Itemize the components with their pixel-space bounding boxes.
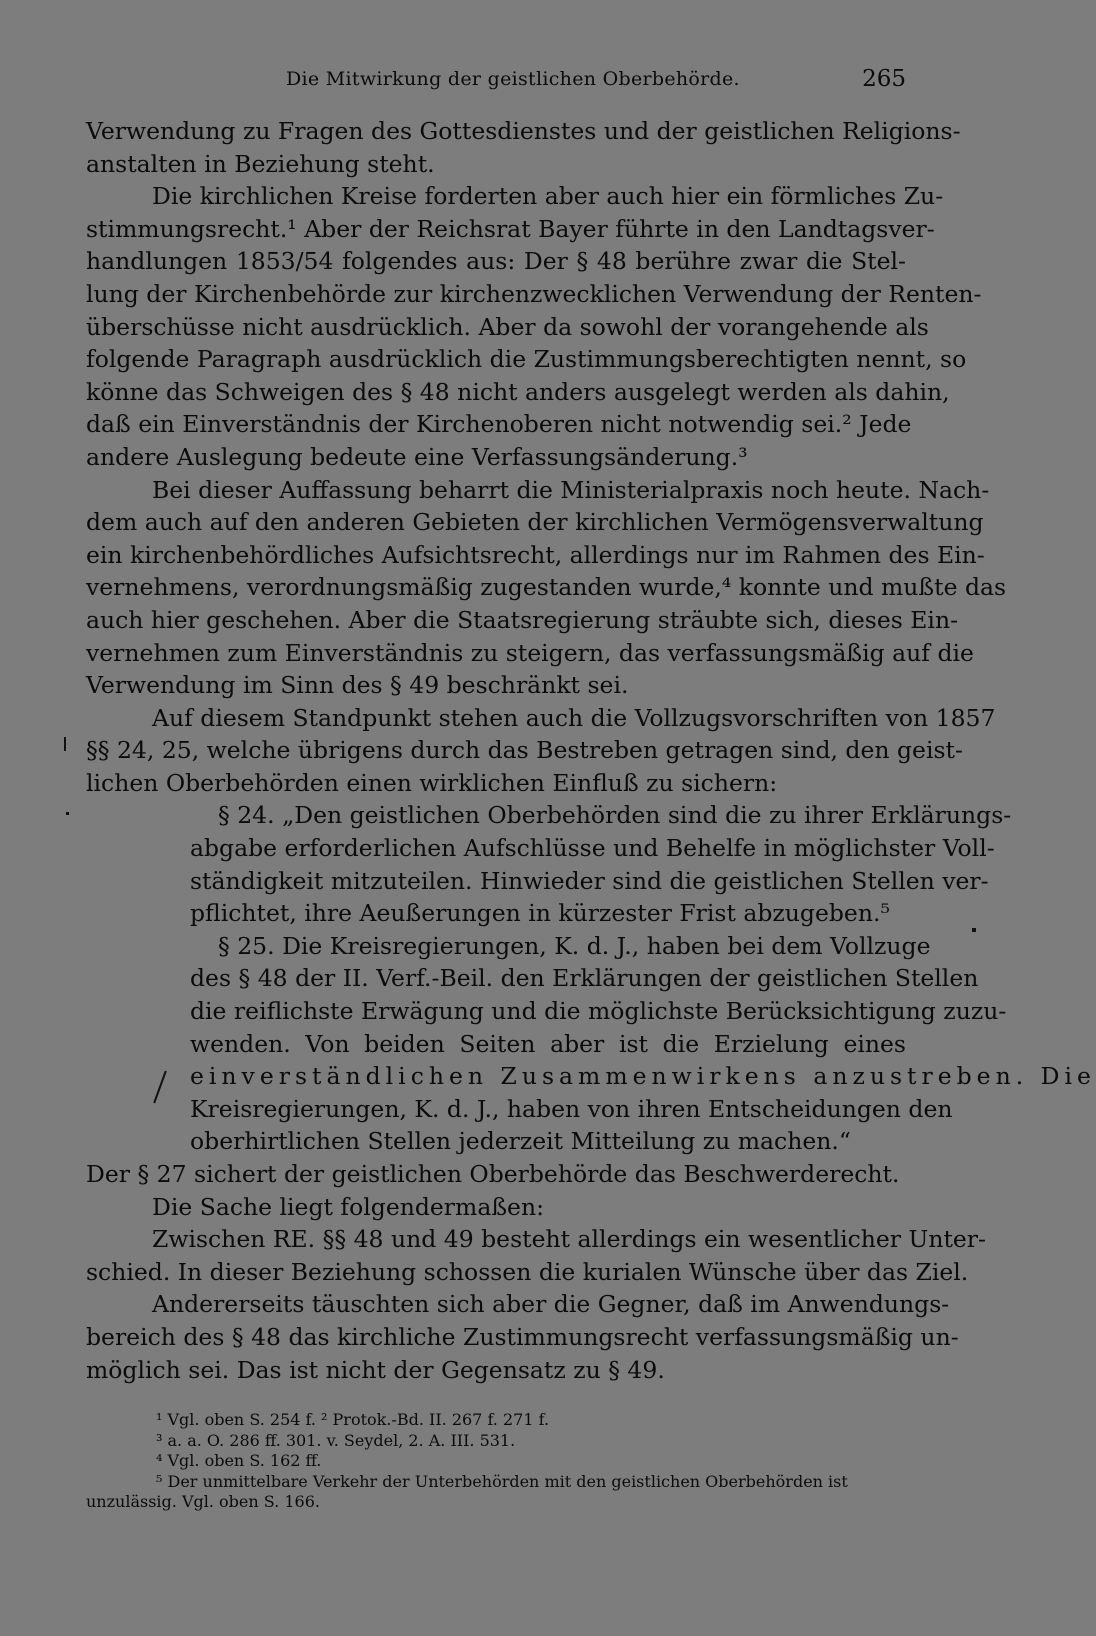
quote-line: abgabe erforderlichen Aufschlüsse und Behelfe in möglichster Voll- [190,834,995,863]
footnote: ⁵ Der unmittelbare Verkehr der Unterbehörden mit den geistlichen Oberbehörden ist [156,1471,848,1491]
text-line: andere Auslegung bedeute eine Verfassungsänderung.³ [86,442,748,471]
text-line: Verwendung zu Fragen des Gottesdienstes und der geistlichen Religions- [86,117,961,145]
text-line: könne das Schweigen des § 48 nicht anders ausgelegt werden als dahin, [86,377,950,406]
text-line: Die Sache liegt folgendermaßen: [152,1192,544,1221]
quote-line: des § 48 der II. Verf.-Beil. den Erklärungen der geistlichen Stellen [190,964,979,993]
text-line: vernehmen zum Einverständnis zu steigern, das verfassungsmäßig auf die [86,638,974,667]
quote-line: § 24. „Den geistlichen Oberbehörden sind die zu ihrer Erklärungs- [218,801,1012,830]
text-line: anstalten in Beziehung steht. [86,149,435,178]
quote-line-spaced: einverständlichen Zusammenwirkens anzustreben. Die [190,1062,1096,1091]
text-line: überschüsse nicht ausdrücklich. Aber da sowohl der vorangehende als [86,312,929,341]
quote-line: wenden. Von beiden Seiten aber ist die Erzielung eines [190,1029,906,1058]
text-line: möglich sei. Das ist nicht der Gegensatz zu § 49. [86,1355,665,1384]
footnotes [86,1410,906,1513]
quote-line: die reiflichste Erwägung und die möglichste Berücksichtigung zuzu- [190,997,1007,1026]
scan-speck [66,812,69,815]
text-line: folgende Paragraph ausdrücklich die Zustimmungsberechtigten nennt, so [86,345,967,374]
text-line: Andererseits täuschten sich aber die Gegner, daß im Anwendungs- [152,1290,950,1319]
text-line: Verwendung im Sinn des § 49 beschränkt sei. [86,671,629,700]
text-line: auch hier geschehen. Aber die Staatsregierung sträubte sich, dieses Ein- [86,605,959,634]
text-line: stimmungsrecht.¹ Aber der Reichsrat Bayer führte in den Landtagsver- [86,214,935,243]
quote-line: pflichtet, ihre Aeußerungen in kürzester Frist abzugeben.⁵ [190,899,890,928]
text-line: lichen Oberbehörden einen wirklichen Einfluß zu sichern: [86,768,778,797]
footnote: unzulässig. Vgl. oben S. 166. [86,1492,320,1511]
footnote: ⁴ Vgl. oben S. 162 ff. [156,1451,322,1470]
footnote: ¹ Vgl. oben S. 254 f. ² Protok.-Bd. II. 267 f. 271 f. [156,1410,550,1429]
running-header [86,62,906,102]
body-text [86,115,1096,1386]
text-line: Zwischen RE. §§ 48 und 49 besteht allerdings ein wesentlicher Unter- [152,1225,986,1254]
text-line: daß ein Einverständnis der Kirchenoberen nicht notwendig sei.² Jede [86,410,912,439]
text-line: ein kirchenbehördliches Aufsichtsrecht, allerdings nur im Rahmen des Ein- [86,540,985,569]
text-line: schied. In dieser Beziehung schossen die kurialen Wünsche über das Ziel. [86,1257,969,1286]
text-line: handlungen 1853/54 folgendes aus: Der § 48 berühre zwar die Stel- [86,247,906,276]
text-line: dem auch auf den anderen Gebieten der kirchlichen Vermögensverwaltung [86,508,984,537]
text-line: bereich des § 48 das kirchliche Zustimmungsrecht verfassungsmäßig un- [86,1322,959,1351]
running-title: Die Mitwirkung der geistlichen Oberbehörde. [286,68,740,90]
quote-line: § 25. Die Kreisregierungen, K. d. J., haben bei dem Vollzuge [218,931,931,960]
text-line: §§ 24, 25, welche übrigens durch das Bestreben getragen sind, den geist- [86,736,963,765]
scan-speck [972,928,976,932]
page-number: 265 [862,66,906,92]
text-line: Die kirchlichen Kreise forderten aber auch hier ein förmliches Zu- [152,182,944,211]
text-line: Der § 27 sichert der geistlichen Oberbehörde das Beschwerderecht. [86,1160,900,1188]
scan-speck [64,737,66,751]
footnote: ³ a. a. O. 286 ff. 301. v. Seydel, 2. A. III. 531. [156,1430,516,1450]
quote-line: ständigkeit mitzuteilen. Hinwieder sind die geistlichen Stellen ver- [190,866,989,895]
quote-line: Kreisregierungen, K. d. J., haben von ihren Entscheidungen den [190,1094,953,1123]
text-line: Bei dieser Auffassung beharrt die Ministerialpraxis noch heute. Nach- [152,475,990,504]
quote-line: oberhirtlichen Stellen jederzeit Mitteilung zu machen.“ [190,1127,851,1156]
text-line: lung der Kirchenbehörde zur kirchenzwecklichen Verwendung der Renten- [86,279,982,308]
text-line: Auf diesem Standpunkt stehen auch die Vollzugsvorschriften von 1857 [152,703,996,732]
text-line: vernehmens, verordnungsmäßig zugestanden wurde,⁴ konnte und mußte das [86,573,1007,602]
